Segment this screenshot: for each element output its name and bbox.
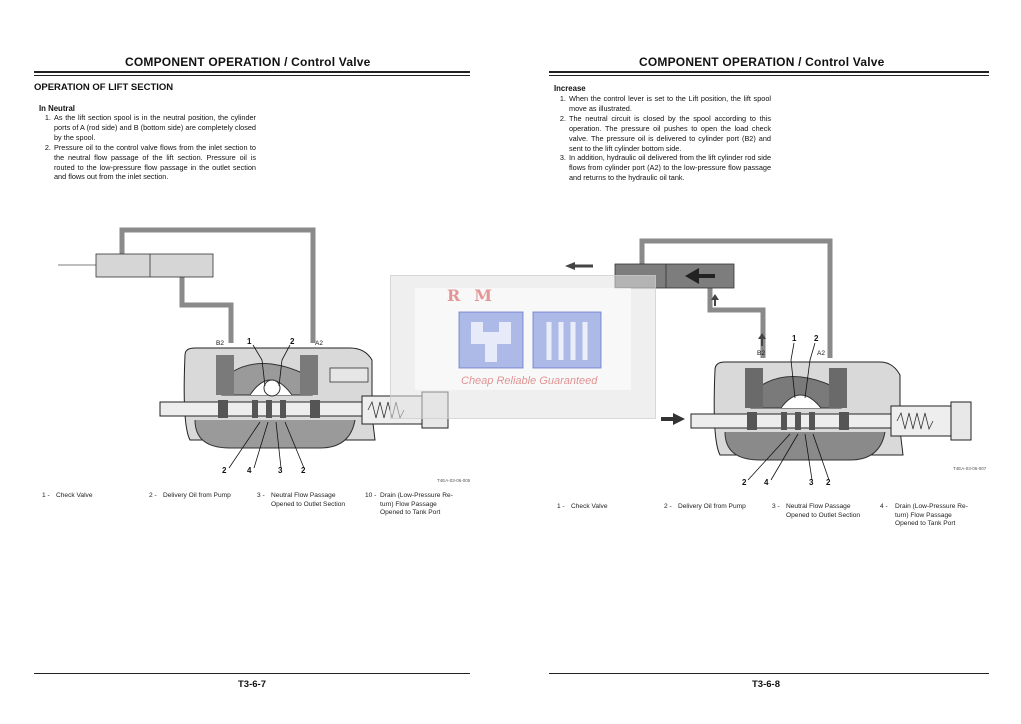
callout-3: 3 — [278, 466, 283, 475]
watermark-brand: RM — [447, 286, 507, 305]
legend-text: Delivery Oil from Pump — [163, 492, 231, 499]
legend-text: Drain (Low-Pressure Re- turn) Flow Passage Opened to Tank Port — [380, 492, 453, 517]
section-title: OPERATION OF LIFT SECTION — [34, 82, 174, 93]
watermark-tagline: Cheap Reliable Guaranteed — [461, 375, 598, 387]
subheading-in-neutral: In Neutral — [39, 104, 75, 113]
legend-num: 3 - — [257, 492, 265, 499]
port-label-b2: B2 — [216, 340, 224, 347]
legend-num: 1 - — [42, 492, 50, 499]
legend-text: Drain (Low-Pressure Re- turn) Flow Passage Opened to Tank Port — [895, 503, 968, 528]
legend-text: Neutral Flow Passage Opened to Outlet Section — [271, 492, 346, 508]
watermark — [390, 275, 656, 419]
legend-num: 3 - — [772, 503, 780, 510]
legend-num: 1 - — [557, 503, 565, 510]
step-item: 2. The neutral circuit is closed by the spool according to this operation. The pressure oil pushes to open the load check valve. The pressure oil is delivered to cylinder port (B2) and sent to the lift cylinder bottom side. — [568, 114, 771, 154]
wrench-logo-icon — [457, 306, 607, 372]
footer-rule — [549, 673, 989, 674]
step-item: 2. Pressure oil to the control valve flows from the inlet section to the neutral flow passage of the lift section. Pressure oil is routed to the low-pressure flow passage in the outlet section and flows out from the inlet section. — [53, 143, 256, 183]
legend-text: Check Valve — [571, 503, 608, 510]
step-item: 3. In addition, hydraulic oil delivered from the lift cylinder rod side flows from cylinder port (A2) to the low-pressure flow passage and returns to the hydraulic oil tank. — [568, 153, 771, 183]
callout-4: 4 — [247, 466, 252, 475]
callout-2-bottom-right: 2 — [826, 478, 831, 487]
diagram-code: T4EA-03-06-005 — [437, 478, 471, 483]
port-label-b2: B2 — [757, 350, 765, 357]
subheading-increase: Increase — [554, 84, 586, 93]
callout-2: 2 — [290, 337, 295, 346]
callout-3: 3 — [809, 478, 814, 487]
page-number: T3-6-8 — [752, 679, 780, 690]
right-page-header: COMPONENT OPERATION / Control Valve — [639, 55, 885, 69]
page-number: T3-6-7 — [238, 679, 266, 690]
left-page-header: COMPONENT OPERATION / Control Valve — [125, 55, 371, 69]
callout-2-bottom-right: 2 — [301, 466, 306, 475]
port-label-a2: A2 — [817, 350, 825, 357]
legend-num: 2 - — [664, 503, 672, 510]
footer-rule — [34, 673, 470, 674]
legend-num: 2 - — [149, 492, 157, 499]
callout-2-bottom: 2 — [742, 478, 747, 487]
legend-text: Delivery Oil from Pump — [678, 503, 746, 510]
callout-2: 2 — [814, 334, 819, 343]
callout-4: 4 — [764, 478, 769, 487]
diagram-code: T4EA-03-06-007 — [953, 466, 987, 471]
legend-text: Neutral Flow Passage Opened to Outlet Section — [786, 503, 861, 519]
callout-2-bottom: 2 — [222, 466, 227, 475]
callout-1: 1 — [247, 337, 252, 346]
legend-num: 10 - — [365, 492, 377, 499]
step-item: 1. As the lift section spool is in the neutral position, the cylinder ports of A (rod side) and B (bottom side) are completely closed by the spool. — [53, 113, 256, 143]
legend-num: 4 - — [880, 503, 888, 510]
callout-1: 1 — [792, 334, 797, 343]
port-label-a2: A2 — [315, 340, 323, 347]
step-item: 1. When the control lever is set to the Lift position, the lift spool move as illustrated. — [568, 94, 771, 114]
legend-text: Check Valve — [56, 492, 93, 499]
